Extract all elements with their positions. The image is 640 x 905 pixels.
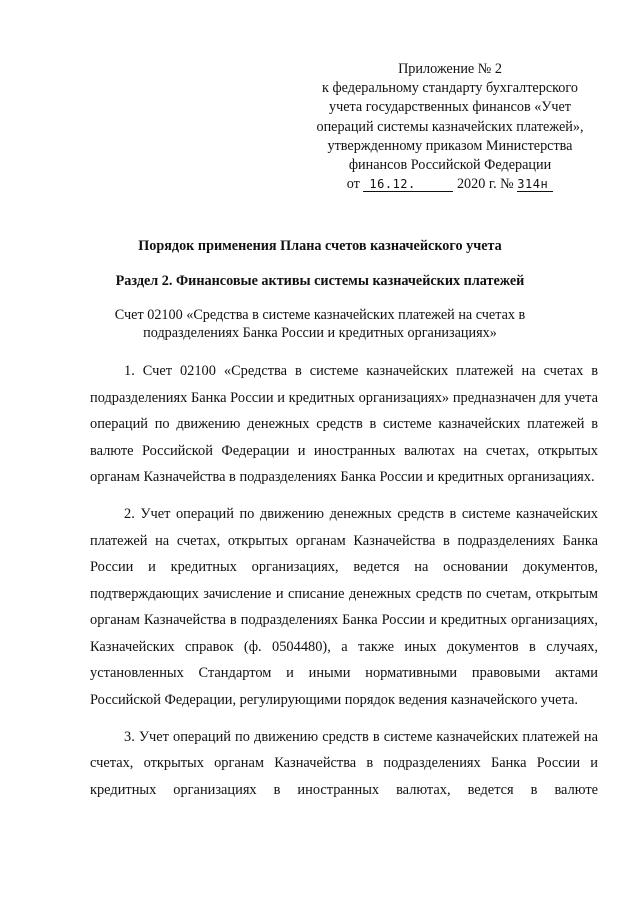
- date-value: 16.12.: [369, 177, 416, 192]
- order-date-line: [300, 175, 600, 194]
- document-body: [90, 358, 598, 814]
- order-number-field: [517, 178, 553, 192]
- date-field: [363, 178, 453, 192]
- document-title: Порядок применения Плана счетов казначейского учета: [138, 238, 502, 254]
- appendix-line: операций системы казначейских платежей»,: [316, 118, 584, 135]
- appendix-line: утвержденному приказом Министерства: [327, 137, 573, 154]
- order-number: 314н: [517, 177, 549, 192]
- paragraph-3: 3. Учет операций по движению средств в системе казначейских платежей на счетах, открытых органам Казначейства в подразделениях Банка России и кредитных организациях в иностранных валютах, ведется в валюте: [90, 728, 598, 798]
- paragraph-2: 2. Учет операций по движению денежных средств в системе казначейских платежей на счетах, открытых органам Казначейства в подразделениях Банка России и кредитных организациях, ведется на основании документов, подтверждающих зачисление и списание денежных средств по счетам, открытым органам Казначейства в подразделениях Банка России и кредитных организациях, Казначейских справок (ф. 0504480), а также иных документов в случаях, установленных Стандартом и иными нормативными правовыми актами Российской Федерации, регулирующими порядок ведения казначейского учета.: [90, 506, 598, 708]
- paragraph-1: 1. Счет 02100 «Средства в системе казначейских платежей на счетах в подразделениях Банка России и кредитных организациях» предназначен для учета операций по движению денежных средств в системе казначейских платежей в валюте Российской Федерации и иностранных валютах на счетах, открытых органам Казначейства в подразделениях Банка России и кредитных организациях.: [90, 363, 598, 485]
- account-heading: Счет 02100 «Средства в системе казначейских платежей на счетах в подразделениях Банка России и кредитных организациях»: [114, 307, 526, 341]
- appendix-line: учета государственных финансов «Учет: [328, 99, 572, 116]
- section-title: Раздел 2. Финансовые активы системы казначейских платежей: [115, 273, 525, 289]
- appendix-number: Приложение № 2: [398, 61, 502, 77]
- year-text: 2020 г. №: [456, 176, 514, 193]
- appendix-header: [300, 60, 600, 194]
- appendix-line: к федеральному стандарту бухгалтерского: [322, 80, 578, 97]
- appendix-line: финансов Российской Федерации: [348, 157, 552, 174]
- date-prefix: от: [346, 176, 360, 193]
